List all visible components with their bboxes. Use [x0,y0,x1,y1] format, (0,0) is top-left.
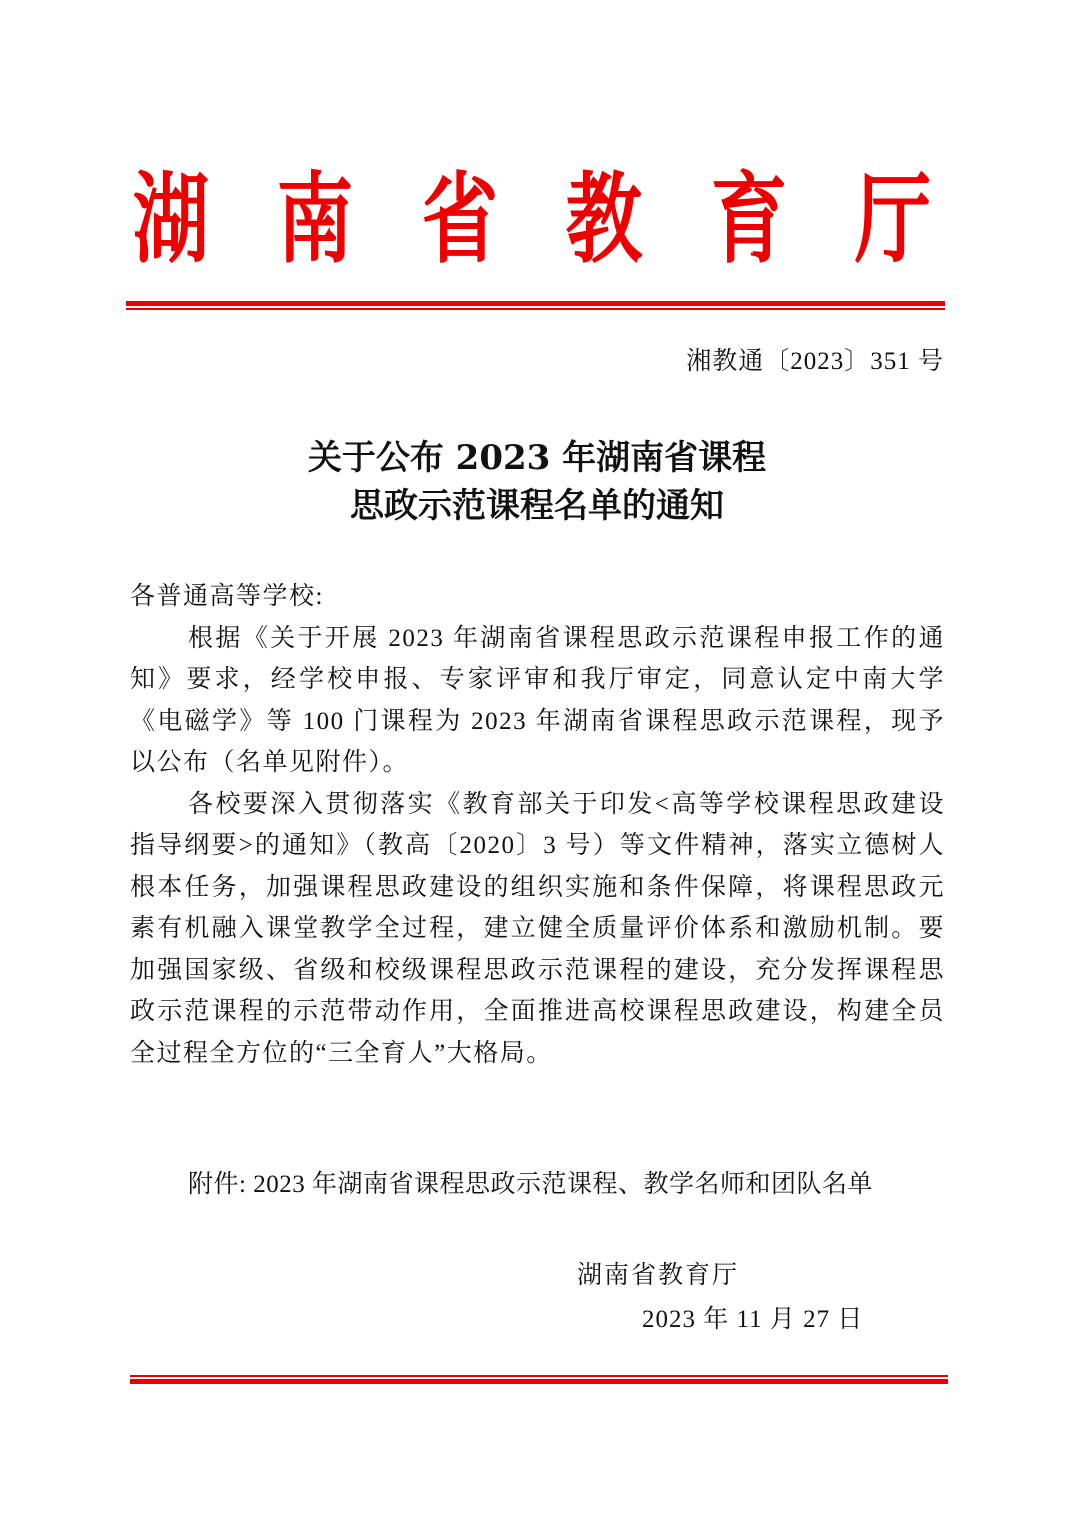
document-body [130,576,945,1074]
header-rule-thick [126,301,945,306]
signature-organization: 湖南省教育厅 [577,1262,740,1289]
document-title [0,434,1074,530]
masthead-char: 湖 [132,162,210,277]
header-rule-thin [126,308,945,310]
masthead-title [122,160,942,280]
masthead-char: 育 [710,162,787,277]
masthead-char: 厅 [854,162,932,277]
title-line-2: 思政示范课程名单的通知 [350,486,724,526]
title-line-1: 关于公布 2023 年湖南省课程 [307,438,767,478]
signature-date: 2023 年 11 月 27 日 [642,1306,864,1333]
footer-rule-thin [130,1375,948,1377]
masthead-char: 教 [565,162,643,277]
body-paragraph-1: 根据《关于开展 2023 年湖南省课程思政示范课程申报工作的通知》要求，经学校申报、专家评审和我厅审定，同意认定中南大学《电磁学》等 100 门课程为 2023 年湖南省课程思政示范课程，现予以公布（名单见附件）。 [130,624,945,776]
footer-rule-thick [130,1379,948,1384]
body-paragraph-2: 各校要深入贯彻落实《教育部关于印发<高等学校课程思政建设指导纲要>的通知》（教高〔2020〕3 号）等文件精神，落实立德树人根本任务，加强课程思政建设的组织实施和条件保障，将课程思政元素有机融入课堂教学全过程，建立健全质量评价体系和激励机制。要加强国家级、省级和校级课程思政示范课程的建设，充分发挥课程思政示范课程的示范带动作用，全面推进高校课程思政建设，构建全员全过程全方位的“三全育人”大格局。 [130,790,945,1067]
attachment-note: 附件: 2023 年湖南省课程思政示范课程、教学名师和团队名单 [188,1171,873,1198]
masthead-char: 省 [421,162,499,277]
salutation: 各普通高等学校: [130,583,324,610]
masthead-char: 南 [277,162,354,277]
document-number: 湘教通〔2023〕351 号 [686,348,944,375]
